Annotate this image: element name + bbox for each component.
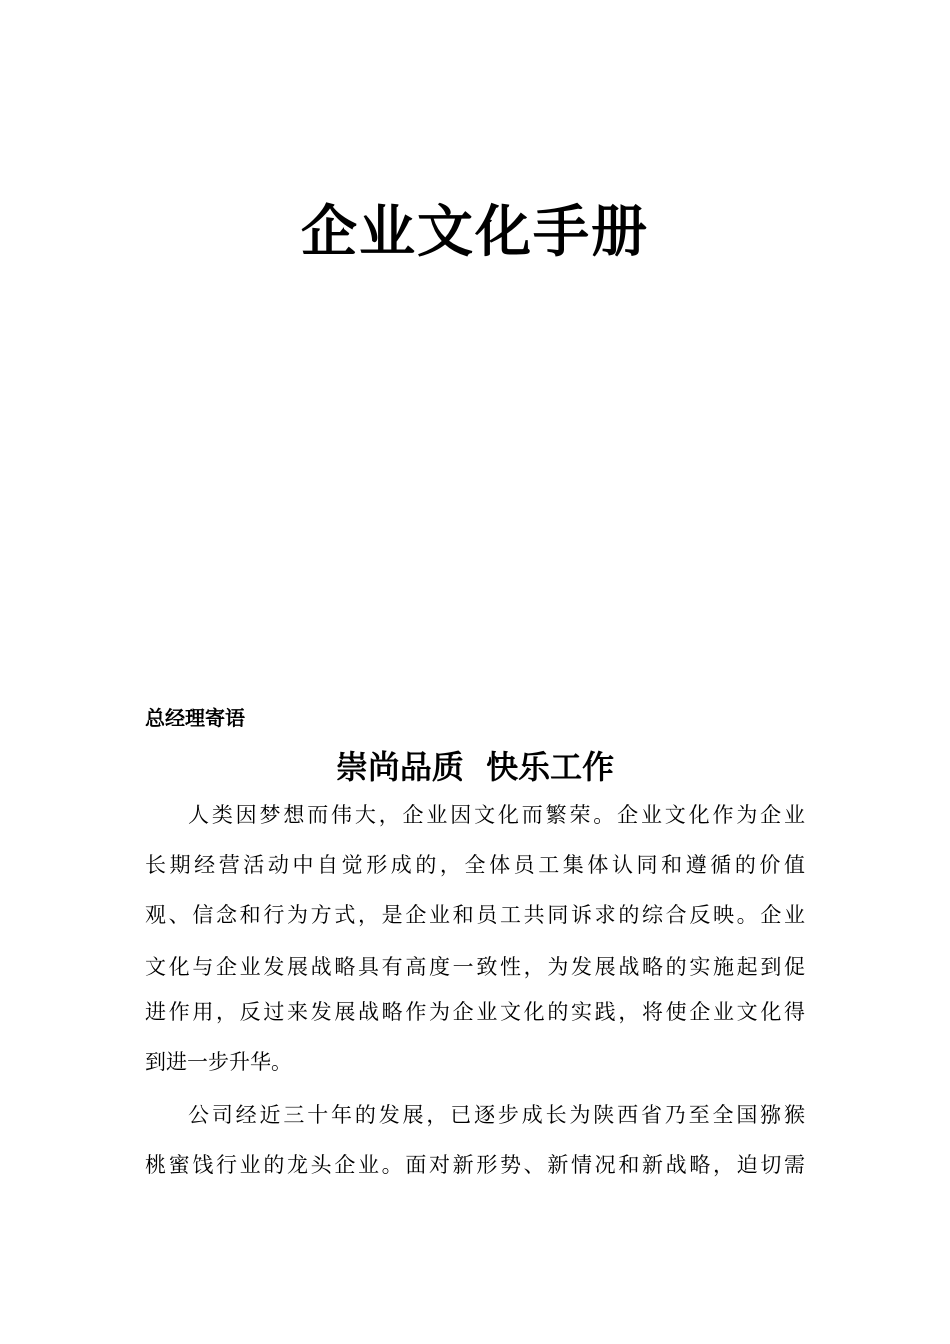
text-line: 长期经营活动中自觉形成的，全体员工集体认同和遵循的价值 (145, 853, 805, 877)
text-line: 文化与企业发展战略具有高度一致性，为发展战略的实施起到促 (145, 955, 805, 979)
document-title: 企业文化手册 (301, 199, 649, 265)
text-line: 桃蜜饯行业的龙头企业。面对新形势、新情况和新战略，迫切需 (145, 1153, 805, 1177)
section-subtitle: 崇尚品质 快乐工作 (335, 748, 615, 786)
text-line: 公司经近三十年的发展，已逐步成长为陕西省乃至全国猕猴 (188, 1103, 805, 1127)
section-heading: 总经理寄语 (145, 706, 245, 730)
text-line: 到进一步升华。 (145, 1050, 292, 1074)
text-line: 人类因梦想而伟大，企业因文化而繁荣。企业文化作为企业 (188, 803, 805, 827)
text-line: 进作用，反过来发展战略作为企业文化的实践，将使企业文化得 (145, 1000, 805, 1024)
text-line: 观、信念和行为方式，是企业和员工共同诉求的综合反映。企业 (145, 903, 805, 927)
